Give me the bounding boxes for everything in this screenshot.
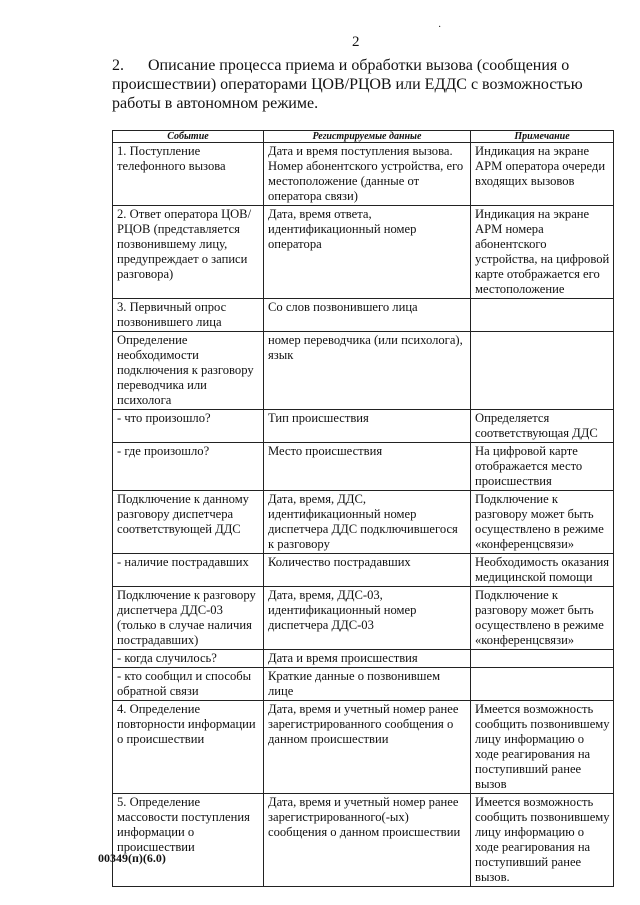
table-row [113,143,614,206]
table-row [113,587,614,650]
note-cell [471,332,614,410]
event-cell: 3. Первичный опрос позвонившего лица [113,299,264,332]
table-row [113,650,614,668]
header-registered-data: Регистрируемые данные [264,131,471,143]
data-cell: Дата, время и учетный номер ранее зарегистрированного сообщения о данном происшествии [264,701,471,794]
note-cell: Определяется соответствующая ДДС [471,410,614,443]
note-cell: Индикация на экране АРМ номера абонентского устройства, на цифровой карте отображается его местоположение [471,206,614,299]
note-cell: На цифровой карте отображается место происшествия [471,443,614,491]
note-cell: Подключение к разговору может быть осуществлено в режиме «конференцсвязи» [471,587,614,650]
table-row [113,554,614,587]
data-cell: Тип происшествия [264,410,471,443]
data-cell: Краткие данные о позвонившем лице [264,668,471,701]
event-cell: 1. Поступление телефонного вызова [113,143,264,206]
data-cell: Дата и время поступления вызова. Номер абонентского устройства, его местоположение (данные от оператора связи) [264,143,471,206]
event-cell: - где произошло? [113,443,264,491]
data-cell: Место происшествия [264,443,471,491]
page-number: 2 [352,34,360,50]
stray-mark: · [438,22,442,33]
table-row [113,701,614,794]
event-cell: - что произошло? [113,410,264,443]
note-cell [471,650,614,668]
note-cell: Имеется возможность сообщить позвонившему лицу информацию о ходе реагирования на поступивший ранее вызов [471,701,614,794]
data-cell: Количество пострадавших [264,554,471,587]
table-row [113,332,614,410]
table-row [113,410,614,443]
call-process-table [112,130,614,887]
table-row [113,491,614,554]
data-cell: Дата, время и учетный номер ранее зарегистрированного(-ых) сообщения о данном происшествии [264,794,471,887]
data-cell: Со слов позвонившего лица [264,299,471,332]
document-code: 00349(п)(6.0) [98,851,166,865]
table-row [113,206,614,299]
table-header-row [113,131,614,143]
event-cell: 2. Ответ оператора ЦОВ/РЦОВ (представляется позвонившему лицу, предупреждает о записи разговора) [113,206,264,299]
note-cell [471,299,614,332]
event-cell: Подключение к данному разговору диспетчера соответствующей ДДС [113,491,264,554]
section-number: 2. [112,57,124,74]
note-cell: Индикация на экране АРМ оператора очереди входящих вызовов [471,143,614,206]
note-cell [471,668,614,701]
event-cell: - когда случилось? [113,650,264,668]
table-row [113,443,614,491]
event-cell: 5. Определение массовости поступления информации о происшествии [113,794,264,887]
data-cell: номер переводчика (или психолога), язык [264,332,471,410]
table-row [113,794,614,887]
data-cell: Дата и время происшествия [264,650,471,668]
event-cell: Определение необходимости подключения к разговору переводчика или психолога [113,332,264,410]
event-cell: 4. Определение повторности информации о происшествии [113,701,264,794]
header-event: Событие [113,131,264,143]
note-cell: Имеется возможность сообщить позвонившему лицу информацию о ходе реагирования на поступивший ранее вызов. [471,794,614,887]
event-cell: Подключение к разговору диспетчера ДДС-03 (только в случае наличия пострадавших) [113,587,264,650]
event-cell: - наличие пострадавших [113,554,264,587]
note-cell: Подключение к разговору может быть осуществлено в режиме «конференцсвязи» [471,491,614,554]
note-cell: Необходимость оказания медицинской помощи [471,554,614,587]
section-heading [112,56,604,113]
data-cell: Дата, время ответа, идентификационный номер оператора [264,206,471,299]
data-cell: Дата, время, ДДС-03, идентификационный номер диспетчера ДДС-03 [264,587,471,650]
data-cell: Дата, время, ДДС, идентификационный номер диспетчера ДДС подключившегося к разговору [264,491,471,554]
section-title: Описание процесса приема и обработки вызова (сообщения о происшествии) операторами ЦОВ/РЦОВ или ЕДДС с возможностью работы в автономном режиме. [112,57,583,112]
table-row [113,299,614,332]
table-row [113,668,614,701]
event-cell: - кто сообщил и способы обратной связи [113,668,264,701]
header-note: Примечание [471,131,614,143]
